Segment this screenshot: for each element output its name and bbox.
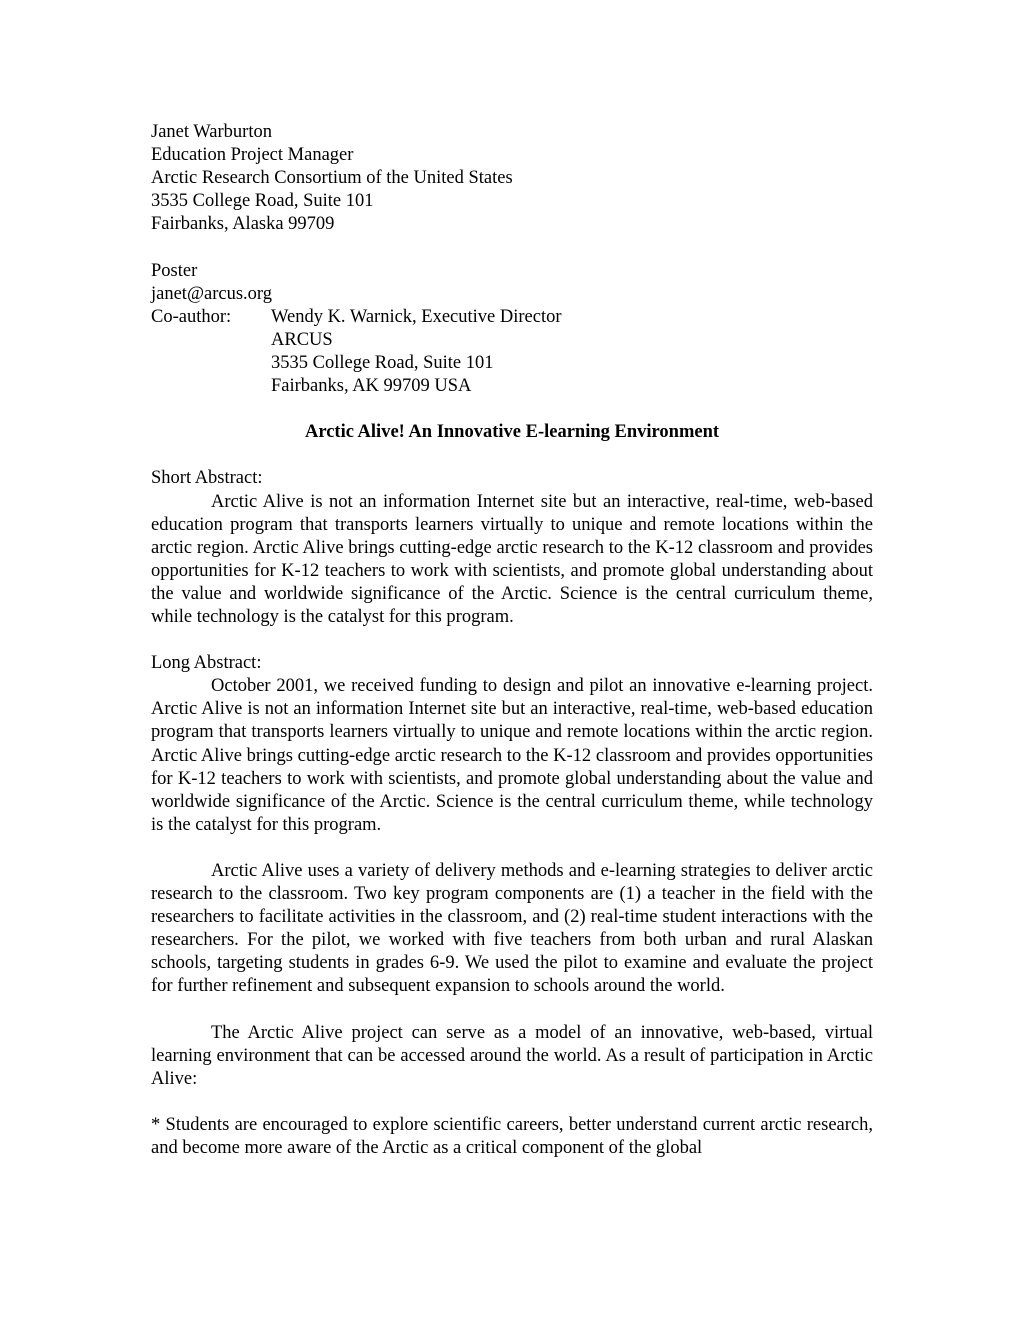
coauthor-name: Wendy K. Warnick, Executive Director [271, 306, 562, 327]
author-title: Education Project Manager [151, 145, 354, 166]
spacer [151, 999, 873, 1022]
spacer [151, 236, 873, 259]
coauthor-row [151, 306, 873, 329]
short-abstract-heading: Short Abstract: [151, 468, 263, 489]
spacer [151, 837, 873, 860]
spacer [151, 444, 873, 467]
spacer [151, 629, 873, 652]
long-abstract-paragraph-1: October 2001, we received funding to design and pilot an innovative e-learning project. Arctic Alive is not an information Internet site but an interactive, real-time, web-based education program that transports learners virtually to unique and remote locations within the arctic region. Arctic Alive brings cutting-edge arctic research to the K-12 classroom and provides opportunities for K-12 teachers to work with scientists, and promote global understanding about the value and worldwide significance of the Arctic. Science is the central curriculum theme, while technology is the catalyst for this program. [151, 676, 873, 835]
short-abstract-text: Arctic Alive is not an information Internet site but an interactive, real-time, web-based education program that transports learners virtually to unique and remote locations within the arctic region. Arctic Alive brings cutting-edge arctic research to the K-12 classroom and provides opportunities for K-12 teachers to work with scientists, and promote global understanding about the value and worldwide significance of the Arctic. Science is the central curriculum theme, while technology is the catalyst for this program. [151, 491, 873, 627]
coauthor-details [151, 329, 873, 398]
coauthor-address-line1: 3535 College Road, Suite 101 [271, 352, 494, 373]
spacer [151, 1091, 873, 1114]
coauthor-organization: ARCUS [271, 329, 333, 350]
author-organization: Arctic Research Consortium of the United States [151, 168, 513, 189]
presentation-type: Poster [151, 260, 198, 281]
long-abstract-paragraph-2: Arctic Alive uses a variety of delivery methods and e-learning strategies to deliver arctic research to the classroom. Two key program components are (1) a teacher in the field with the researchers to facilitate activities in the classroom, and (2) real-time student interactions with the researchers. For the pilot, we worked with five teachers from both urban and rural Alaskan schools, targeting students in grades 6-9. We used the pilot to examine and evaluate the project for further refinement and subsequent expansion to schools around the world. [151, 861, 873, 997]
author-name: Janet Warburton [151, 122, 272, 142]
long-abstract-bullet-1: * Students are encouraged to explore scientific careers, better understand current arctic research, and become more aware of the Arctic as a critical component of the global [151, 1115, 873, 1159]
coauthor-address-line2: Fairbanks, AK 99709 USA [271, 376, 472, 397]
coauthor-label: Co-author: [151, 306, 232, 327]
long-abstract-paragraph-3: The Arctic Alive project can serve as a model of an innovative, web-based, virtual learning environment that can be accessed around the world. As a result of participation in Arctic Alive: [151, 1022, 873, 1089]
spacer [151, 398, 873, 421]
author-email: janet@arcus.org [151, 283, 272, 304]
long-abstract-heading: Long Abstract: [151, 653, 262, 674]
paper-title: Arctic Alive! An Innovative E-learning Environment [304, 422, 720, 443]
author-address-line1: 3535 College Road, Suite 101 [151, 191, 374, 212]
document-page [151, 121, 873, 1160]
author-address-line2: Fairbanks, Alaska 99709 [151, 214, 335, 235]
